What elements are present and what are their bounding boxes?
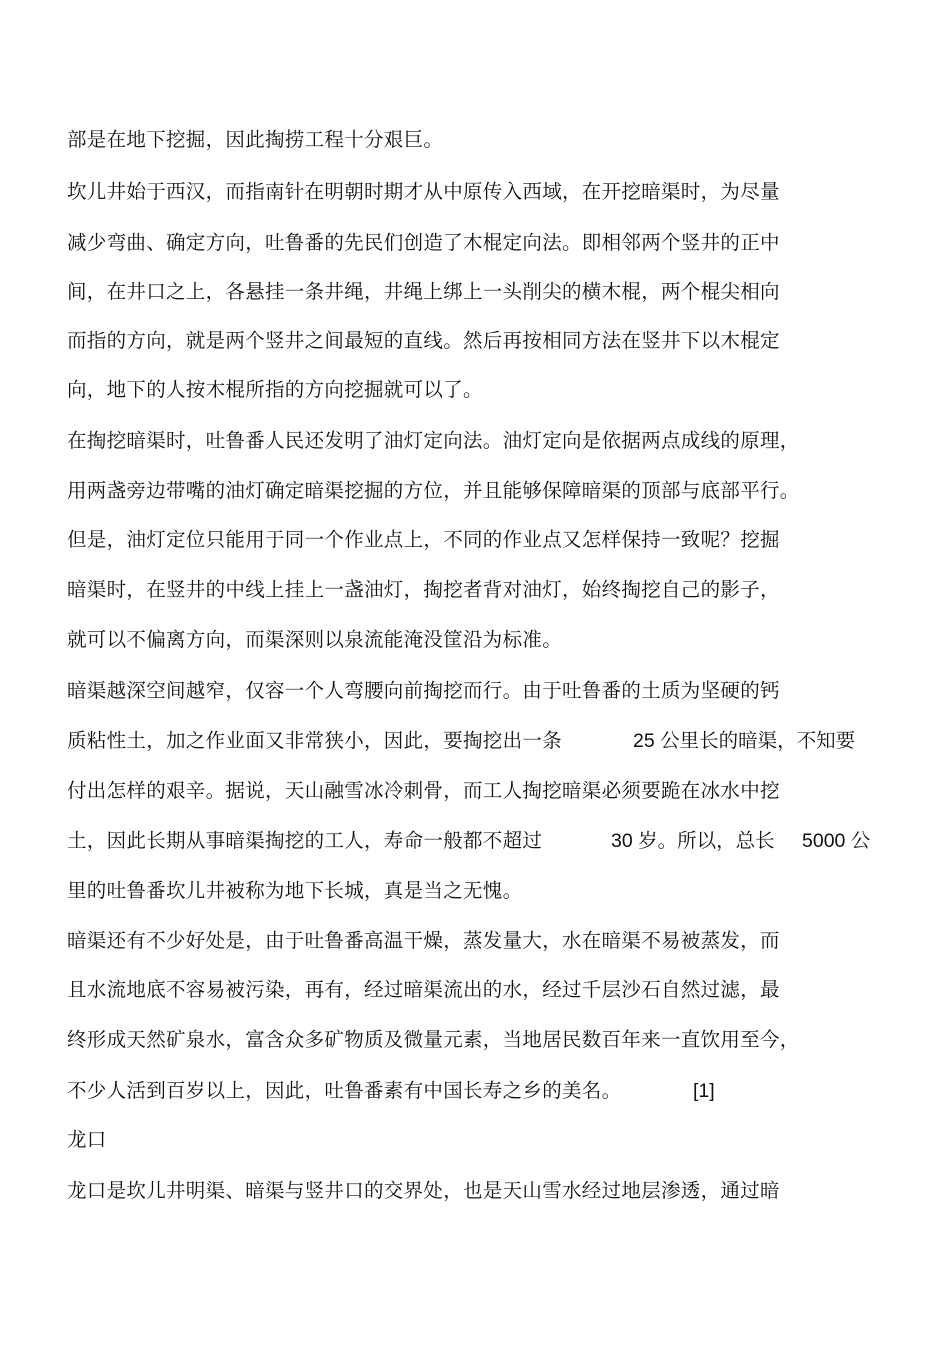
paragraph-line: 付出怎样的艰辛。据说，天山融雪冰冷刺骨，而工人掏挖暗渠必须要跪在冰水中挖 — [67, 779, 780, 802]
paragraph-line-tail: 25 公里长的暗渠，不知要 — [633, 730, 856, 752]
paragraph-line: 部是在地下挖掘，因此掏捞工程十分艰巨。 — [67, 128, 444, 151]
paragraph-line: 向，地下的人按木棍所指的方向挖掘就可以了。 — [67, 378, 483, 401]
paragraph-line: 里的吐鲁番坎儿井被称为地下长城，真是当之无愧。 — [67, 879, 523, 902]
paragraph-line: 不少人活到百岁以上，因此，吐鲁番素有中国长寿之乡的美名。 — [67, 1079, 622, 1102]
paragraph-line: 质粘性土，加之作业面又非常狭小，因此，要掏挖出一条 — [67, 729, 563, 752]
paragraph-line: 用两盏旁边带嘴的油灯确定暗渠挖掘的方位，并且能够保障暗渠的顶部与底部平行。 — [67, 479, 800, 502]
section-heading: 龙口 — [67, 1128, 107, 1151]
paragraph-line: 龙口是坎儿井明渠、暗渠与竖井口的交界处，也是天山雪水经过地层渗透，通过暗 — [67, 1179, 780, 1202]
paragraph-line: 而指的方向，就是两个竖井之间最短的直线。然后再按相同方法在竖井下以木棍定 — [67, 329, 780, 352]
paragraph-line: 终形成天然矿泉水，富含众多矿物质及微量元素，当地居民数百年来一直饮用至今， — [67, 1028, 800, 1051]
paragraph-line: 暗渠时，在竖井的中线上挂上一盏油灯，掏挖者背对油灯，始终掏挖自己的影子， — [67, 578, 780, 601]
reference-marker: [1] — [693, 1080, 715, 1102]
paragraph-line: 暗渠越深空间越窄，仅容一个人弯腰向前掏挖而行。由于吐鲁番的土质为坚硬的钙 — [67, 679, 780, 702]
paragraph-line: 就可以不偏离方向，而渠深则以泉流能淹没筐沿为标准。 — [67, 628, 563, 651]
paragraph-line: 在掏挖暗渠时，吐鲁番人民还发明了油灯定向法。油灯定向是依据两点成线的原理， — [67, 429, 800, 452]
paragraph-line: 减少弯曲、确定方向，吐鲁番的先民们创造了木棍定向法。即相邻两个竖井的正中 — [67, 231, 780, 254]
paragraph-line: 且水流地底不容易被污染，再有，经过暗渠流出的水，经过千层沙石自然过滤，最 — [67, 978, 780, 1001]
paragraph-line: 土，因此长期从事暗渠掏挖的工人，寿命一般都不超过 — [67, 829, 543, 852]
paragraph-line: 暗渠还有不少好处是，由于吐鲁番高温干燥，蒸发量大，水在暗渠不易被蒸发，而 — [67, 929, 780, 952]
paragraph-line: 间，在井口之上，各悬挂一条井绳，井绳上绑上一头削尖的横木棍，两个棍尖相向 — [67, 280, 780, 303]
paragraph-line: 坎儿井始于西汉，而指南针在明朝时期才从中原传入西域，在开挖暗渠时，为尽量 — [67, 180, 780, 203]
paragraph-line: 但是，油灯定位只能用于同一个作业点上，不同的作业点又怎样保持一致呢？挖掘 — [67, 528, 780, 551]
paragraph-line-tail: 5000 公 — [802, 830, 871, 852]
paragraph-line-number: 30 岁。所以，总长 — [611, 830, 775, 852]
